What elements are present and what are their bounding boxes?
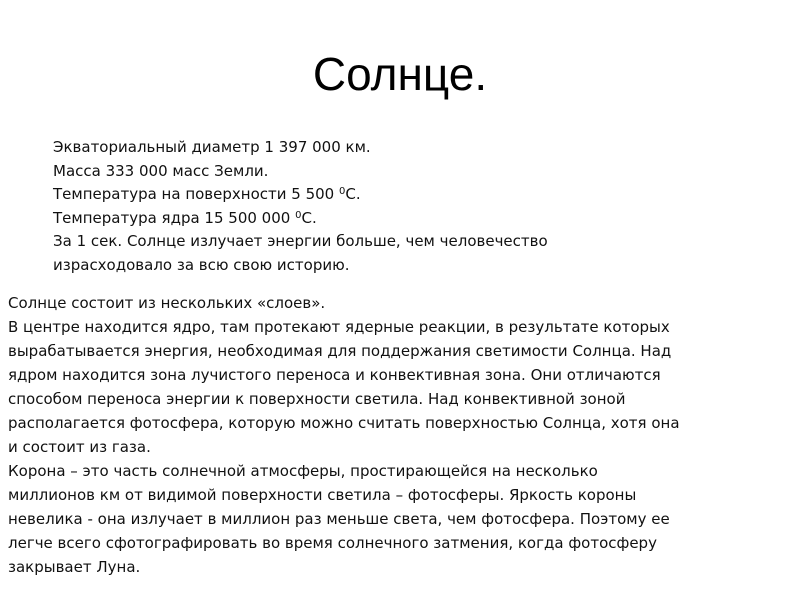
body-line: располагается фотосфера, которую можно считать поверхностью Солнца, хотя она [8,414,680,432]
fact-core-temperature-unit: С. [301,208,317,227]
fact-diameter: Экваториальный диаметр 1 397 000 км. [53,138,371,156]
fact-energy-line-1: За 1 сек. Солнце излучает энергии больше, чем человечество [53,232,548,251]
fact-core-temperature [53,207,753,231]
fact-surface-temperature-unit: С. [345,185,361,204]
body-line: способом переноса энергии к поверхности светила. Над конвективной зоной [8,390,626,408]
fact-surface-temperature [53,183,753,207]
sun-facts [53,136,753,278]
body-line: ядром находится зона лучистого переноса и конвективная зона. Они отличаются [8,366,661,384]
body-line: невелика - она излучает в миллион раз меньше света, чем фотосфера. Поэтому ее [8,510,670,528]
fact-energy-line-2: израсходовало за всю свою историю. [53,255,350,274]
fact-core-temperature-text: Температура ядра 15 500 000 [53,208,296,227]
body-line: и состоит из газа. [8,438,151,456]
body-line: Солнце состоит из нескольких «слоев». [8,294,326,312]
fact-mass: Масса 333 000 масс Земли. [53,161,269,180]
body-line: миллионов км от видимой поверхности светила – фотосферы. Яркость короны [8,486,637,504]
body-line: вырабатывается энергия, необходимая для поддержания светимости Солнца. Над [8,342,672,360]
fact-surface-temperature-text: Температура на поверхности 5 500 [53,185,339,204]
degree-superscript: 0 [338,186,346,198]
sun-layers-description [8,291,788,579]
body-line: легче всего сфотографировать во время солнечного затмения, когда фотосферу [8,534,657,552]
body-line: закрывает Луна. [8,558,141,576]
body-line: В центре находится ядро, там протекают ядерные реакции, в результате которых [8,318,670,336]
body-line: Корона – это часть солнечной атмосферы, простирающейся на несколько [8,462,598,480]
degree-superscript: 0 [295,209,302,221]
slide-title: Солнце. [312,48,488,100]
